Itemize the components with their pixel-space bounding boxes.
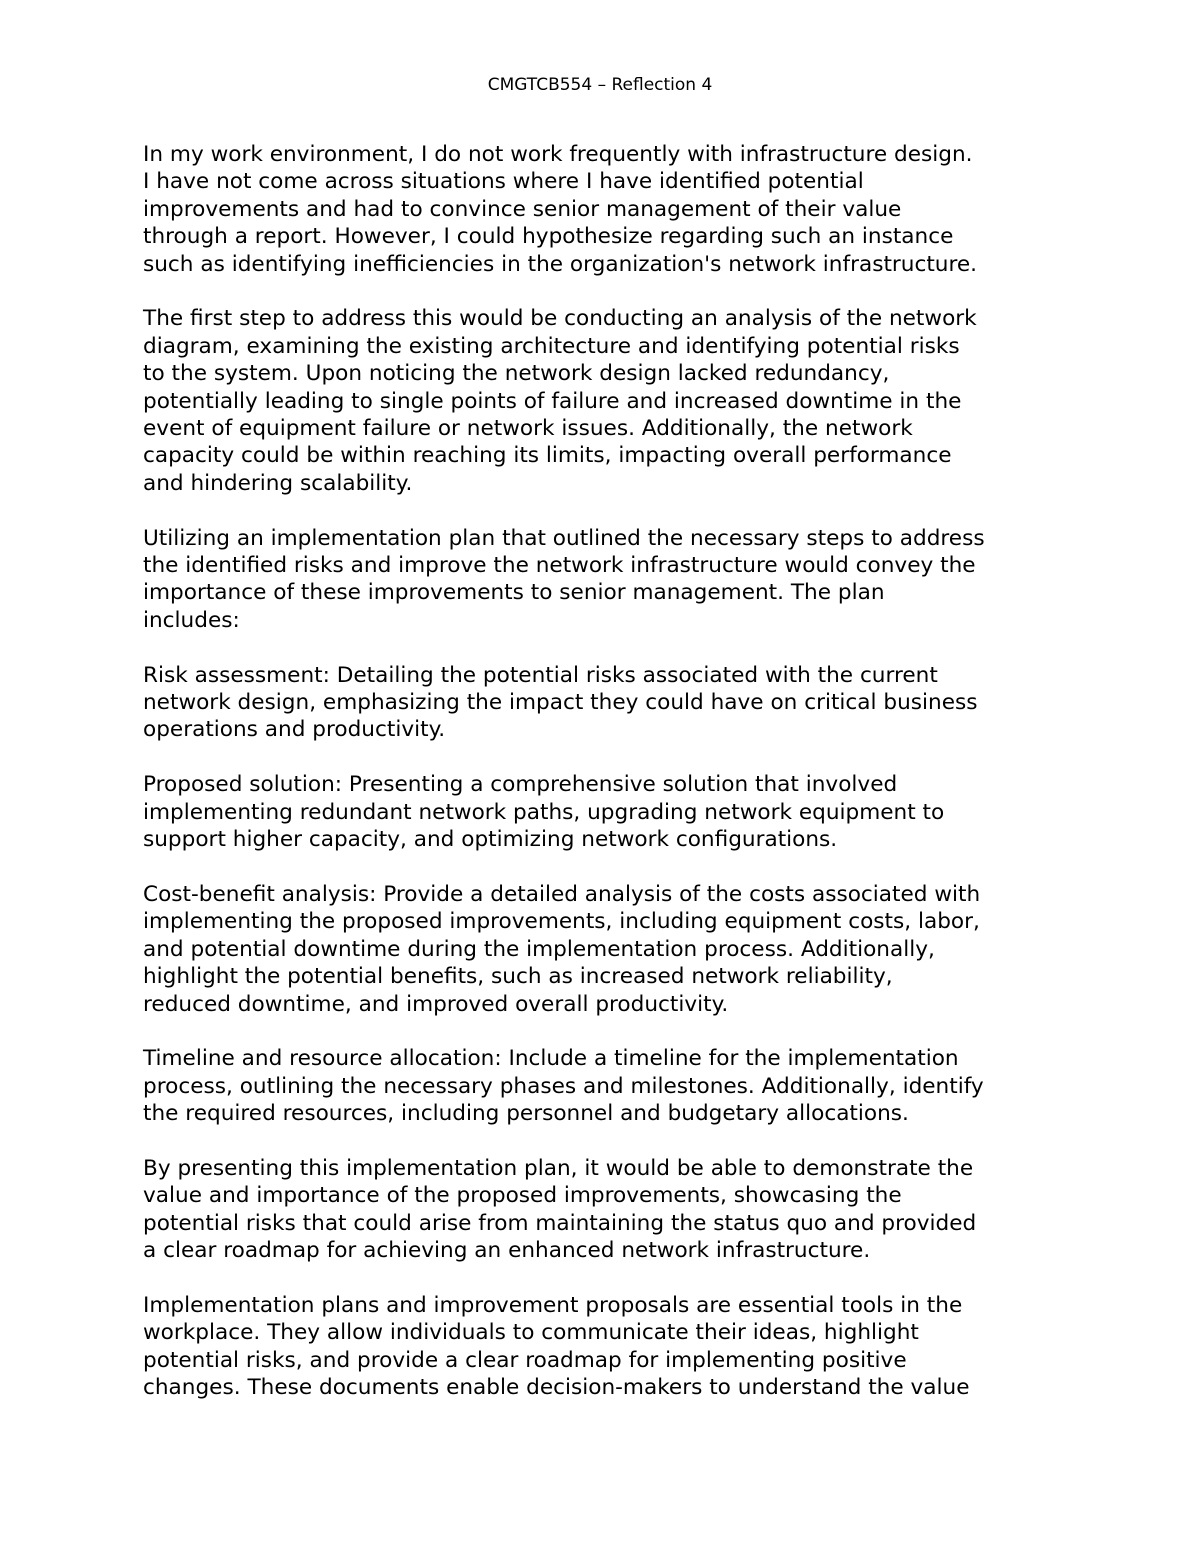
text-line: to the system. Upon noticing the network design lacked redundancy, [143, 361, 890, 387]
text-line: and potential downtime during the implementation process. Additionally, [143, 936, 935, 962]
text-line: Timeline and resource allocation: Include a timeline for the implementation [143, 1046, 959, 1072]
text-line: improvements and had to convince senior management of their value [143, 196, 902, 222]
paragraph [143, 1045, 1093, 1127]
text-line: workplace. They allow individuals to communicate their ideas, highlight [143, 1320, 919, 1346]
text-line: highlight the potential benefits, such as increased network reliability, [143, 964, 893, 990]
text-line: event of equipment failure or network issues. Additionally, the network [143, 416, 913, 442]
text-line: In my work environment, I do not work frequently with infrastructure design. [143, 142, 973, 167]
text-line: Risk assessment: Detailing the potential risks associated with the current [143, 662, 938, 688]
text-line: support higher capacity, and optimizing network configurations. [143, 827, 838, 853]
paragraph [143, 1155, 1093, 1265]
text-line: and hindering scalability. [143, 470, 413, 496]
paragraph [143, 662, 1093, 744]
text-line: capacity could be within reaching its limits, impacting overall performance [143, 443, 952, 469]
text-line: through a report. However, I could hypothesize regarding such an instance [143, 224, 954, 250]
text-line: network design, emphasizing the impact they could have on critical business [143, 690, 978, 716]
paragraph [143, 525, 1093, 635]
paragraph [143, 141, 1093, 278]
text-line: includes: [143, 607, 240, 633]
text-line: Utilizing an implementation plan that outlined the necessary steps to address [143, 525, 985, 551]
text-line: such as identifying inefficiencies in the organization's network infrastructure. [143, 251, 978, 277]
text-line: the identified risks and improve the network infrastructure would convey the [143, 553, 976, 579]
text-line: the required resources, including personnel and budgetary allocations. [143, 1101, 909, 1127]
document-body [143, 141, 1093, 1429]
text-line: diagram, examining the existing architecture and identifying potential risks [143, 333, 960, 359]
text-line: a clear roadmap for achieving an enhanced network infrastructure. [143, 1238, 871, 1264]
text-line: Cost-benefit analysis: Provide a detailed analysis of the costs associated with [143, 881, 981, 907]
paragraph [143, 1292, 1093, 1402]
text-line: process, outlining the necessary phases and milestones. Additionally, identify [143, 1073, 984, 1099]
text-line: potential risks, and provide a clear roadmap for implementing positive [143, 1347, 907, 1373]
text-line: Implementation plans and improvement proposals are essential tools in the [143, 1292, 963, 1318]
text-line: reduced downtime, and improved overall productivity. [143, 991, 729, 1017]
text-line: By presenting this implementation plan, it would be able to demonstrate the [143, 1155, 974, 1181]
text-line: changes. These documents enable decision-makers to understand the value [143, 1375, 970, 1401]
text-line: importance of these improvements to senior management. The plan [143, 580, 885, 606]
text-line: implementing the proposed improvements, including equipment costs, labor, [143, 909, 980, 935]
text-line: implementing redundant network paths, upgrading network equipment to [143, 799, 945, 825]
text-line: potentially leading to single points of failure and increased downtime in the [143, 388, 962, 414]
paragraph [143, 771, 1093, 853]
text-line: Proposed solution: Presenting a comprehensive solution that involved [143, 772, 898, 798]
text-line: operations and productivity. [143, 717, 446, 743]
text-line: potential risks that could arise from maintaining the status quo and provided [143, 1210, 977, 1236]
paragraph [143, 881, 1093, 1018]
text-line: I have not come across situations where I have identified potential [143, 169, 864, 195]
text-line: value and importance of the proposed improvements, showcasing the [143, 1183, 902, 1209]
text-line: The first step to address this would be conducting an analysis of the network [143, 306, 977, 332]
paragraph [143, 305, 1093, 497]
page-header: CMGTCB554 – Reflection 4 [487, 75, 713, 95]
